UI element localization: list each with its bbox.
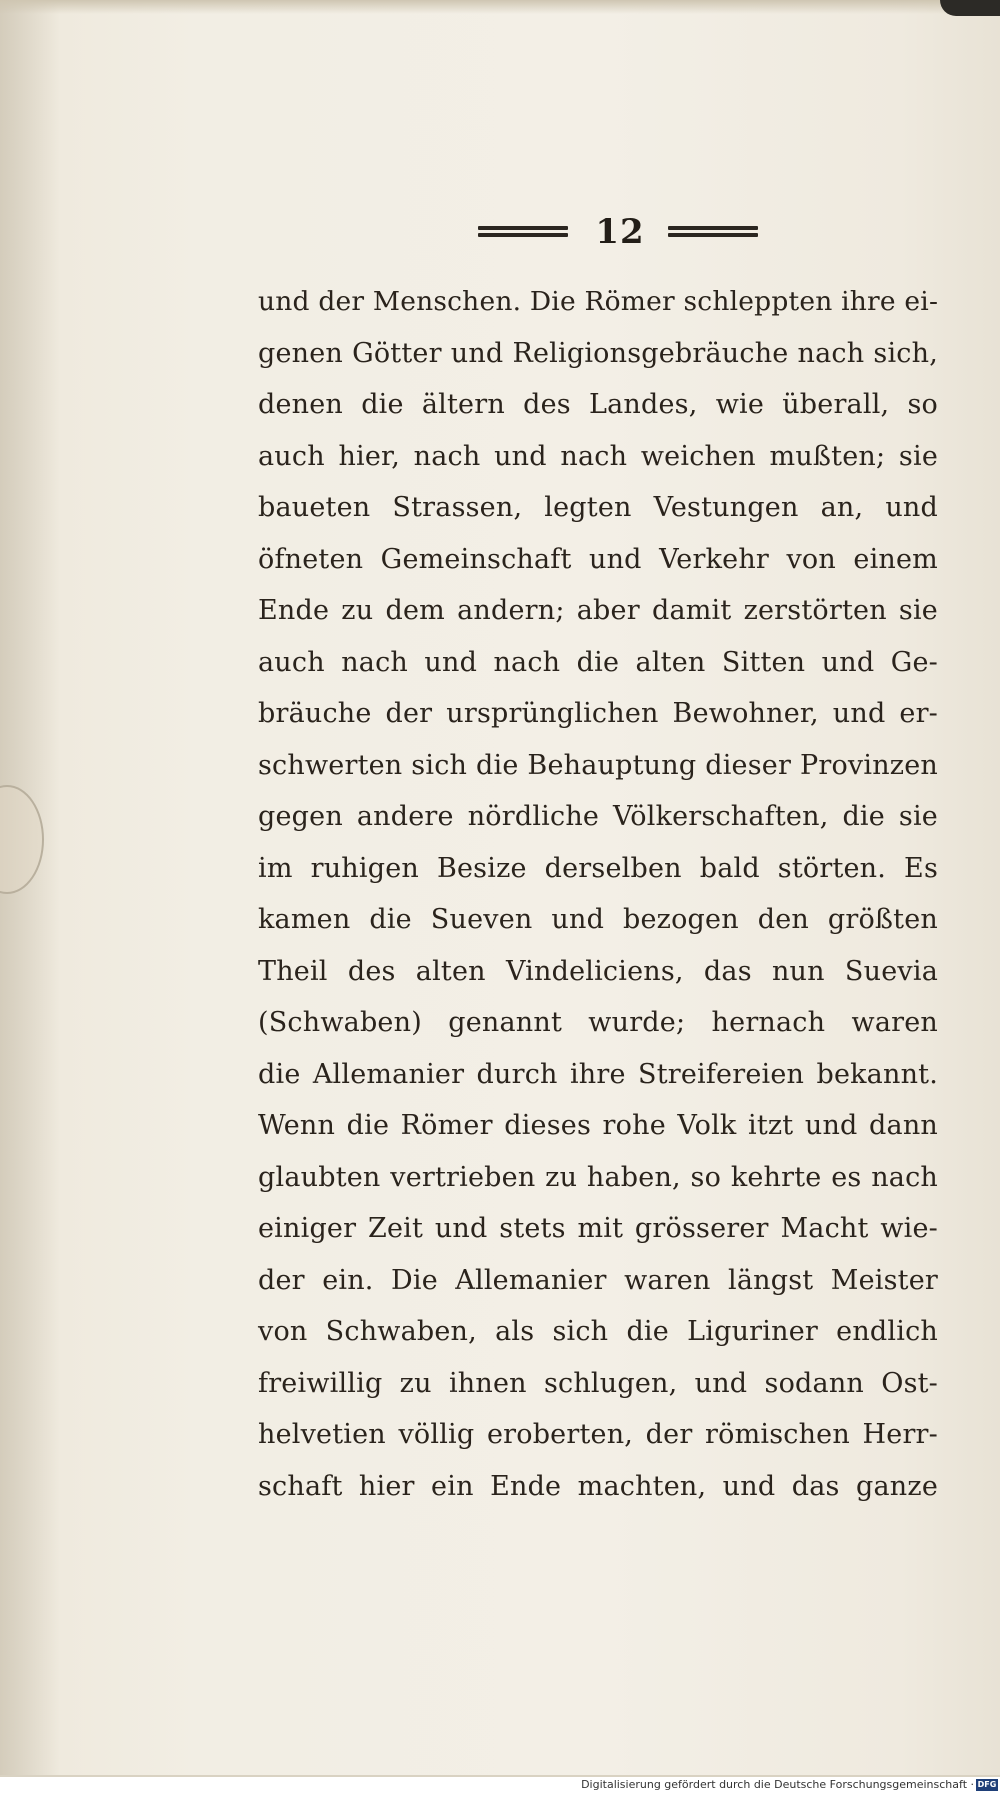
text-line: kamen die Sueven und bezogen den größten [258, 904, 938, 935]
binding-corner [940, 0, 1000, 16]
text-line: einiger Zeit und stets mit grösserer Macht wie- [258, 1213, 938, 1244]
text-line: glaubten vertrieben zu haben, so kehrte es nach [258, 1161, 938, 1193]
text-line: gegen andere nördliche Völkerschaften, die sie [258, 801, 938, 832]
text-line: und der Menschen. Die Römer schleppten ihre ei- [258, 286, 939, 317]
header-rule-left [478, 226, 568, 244]
text-line: auch nach und nach die alten Sitten und Ge- [258, 646, 938, 678]
page-number: 12 [595, 212, 645, 252]
text-line: Wenn die Römer dieses rohe Volk itzt und dann [258, 1110, 938, 1141]
text-line: im ruhigen Besize derselben bald störten. Es [258, 852, 938, 884]
text-line: helvetien völlig eroberten, der römischen Herr- [258, 1419, 938, 1450]
text-line: Ende zu dem andern; aber damit zerstörten sie [258, 595, 938, 626]
text-line: von Schwaben, als sich die Liguriner endlich [258, 1316, 938, 1347]
text-line: öfneten Gemeinschaft und Verkehr von einem [258, 543, 938, 575]
text-line: auch hier, nach und nach weichen mußten; sie [258, 440, 938, 472]
page-top-edge [0, 0, 1000, 14]
text-line: genen Götter und Religionsgebräuche nach sich, [258, 337, 938, 369]
digitization-footer [0, 1777, 1000, 1795]
dfg-logo-icon: DFG [977, 1780, 997, 1789]
text-line: baueten Strassen, legten Vestungen an, und [258, 492, 938, 523]
text-line: schwerten sich die Behauptung dieser Provinzen [258, 749, 938, 781]
text-line: denen die ältern des Landes, wie überall, so [258, 389, 938, 420]
text-line: schaft hier ein Ende machten, und das ganze [258, 1470, 938, 1502]
funding-credit: Digitalisierung gefördert durch die Deutsche Forschungsgemeinschaft · [581, 1778, 974, 1791]
text-line: die Allemanier durch ihre Streifereien bekannt. [258, 1058, 938, 1090]
text-line: freiwillig zu ihnen schlugen, und sodann Ost- [258, 1367, 938, 1399]
body-text [258, 276, 938, 1512]
text-line: bräuche der ursprünglichen Bewohner, und er- [258, 698, 938, 729]
page-header [478, 212, 758, 258]
header-rule-right [668, 226, 758, 244]
text-line: (Schwaben) genannt wurde; hernach waren [258, 1007, 938, 1038]
text-line: der ein. Die Allemanier waren längst Meister [258, 1264, 938, 1296]
text-line: Theil des alten Vindeliciens, das nun Suevia [258, 955, 938, 987]
